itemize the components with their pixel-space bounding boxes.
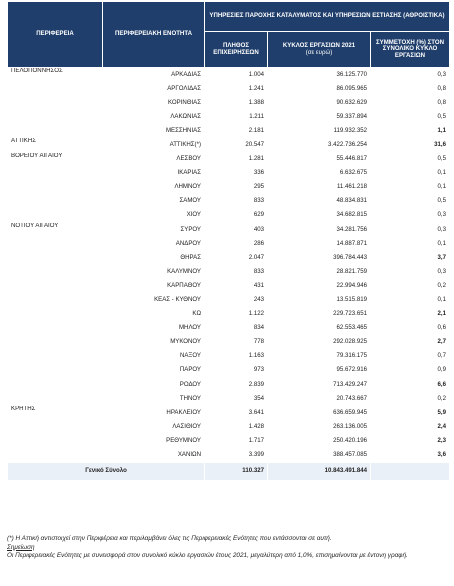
turnover-cell: 229.723.651 xyxy=(268,307,371,321)
share-cell: 2,1 xyxy=(371,307,450,321)
total-row xyxy=(8,462,450,480)
unit-cell: ΠΑΡΟΥ xyxy=(103,363,205,377)
table-row xyxy=(8,223,450,237)
table-row xyxy=(8,138,450,152)
header-turnover-unit: (σε ευρώ) xyxy=(305,48,333,56)
businesses-cell: 295 xyxy=(205,180,268,194)
unit-cell: ΛΕΣΒΟΥ xyxy=(103,152,205,166)
notes xyxy=(7,535,452,561)
share-cell: 0,8 xyxy=(371,82,450,96)
businesses-cell: 834 xyxy=(205,321,268,335)
region-cell: ΑΤΤΙΚΗΣ xyxy=(8,138,103,152)
turnover-cell: 3.422.736.254 xyxy=(268,138,371,152)
businesses-cell: 1.428 xyxy=(205,420,268,434)
businesses-cell: 336 xyxy=(205,166,268,180)
total-share xyxy=(371,462,450,480)
table-row xyxy=(8,406,450,420)
turnover-cell: 79.316.175 xyxy=(268,349,371,363)
region-cell: ΝΟΤΙΟΥ ΑΙΓΑΙΟΥ xyxy=(8,223,103,406)
unit-cell: ΙΚΑΡΙΑΣ xyxy=(103,166,205,180)
turnover-cell: 388.457.085 xyxy=(268,448,371,462)
table-row xyxy=(8,68,450,82)
turnover-cell: 119.932.352 xyxy=(268,124,371,138)
header-share: ΣΥΜΜΕΤΟΧΗ (%) ΣΤΟΝ ΣΥΝΟΛΙΚΟ ΚΥΚΛΟ ΕΡΓΑΣΙΩΝ xyxy=(371,32,450,68)
unit-cell: ΑΝΔΡΟΥ xyxy=(103,237,205,251)
businesses-cell: 778 xyxy=(205,335,268,349)
share-cell: 0,2 xyxy=(371,279,450,293)
turnover-cell: 263.136.005 xyxy=(268,420,371,434)
share-cell: 0,8 xyxy=(371,96,450,110)
share-cell: 2,4 xyxy=(371,420,450,434)
turnover-cell: 11.461.218 xyxy=(268,180,371,194)
businesses-cell: 403 xyxy=(205,223,268,237)
region-cell: ΒΟΡΕΙΟΥ ΑΙΓΑΙΟΥ xyxy=(8,152,103,222)
unit-cell: ΣΑΜΟΥ xyxy=(103,194,205,208)
unit-cell: ΡΕΘΥΜΝΟΥ xyxy=(103,434,205,448)
share-cell: 0,6 xyxy=(371,321,450,335)
businesses-cell: 833 xyxy=(205,194,268,208)
region-cell: ΚΡΗΤΗΣ xyxy=(8,406,103,462)
share-cell: 3,6 xyxy=(371,448,450,462)
unit-cell: ΚΑΛΥΜΝΟΥ xyxy=(103,265,205,279)
businesses-cell: 2.839 xyxy=(205,378,268,392)
turnover-cell: 55.446.817 xyxy=(268,152,371,166)
share-cell: 3,7 xyxy=(371,251,450,265)
share-cell: 0,3 xyxy=(371,265,450,279)
businesses-cell: 1.717 xyxy=(205,434,268,448)
turnover-cell: 713.429.247 xyxy=(268,378,371,392)
share-cell: 0,5 xyxy=(371,152,450,166)
remark-title: Σημείωση xyxy=(7,543,35,551)
unit-cell: ΤΗΝΟΥ xyxy=(103,392,205,406)
turnover-cell: 95.672.916 xyxy=(268,363,371,377)
share-cell: 0,1 xyxy=(371,293,450,307)
turnover-cell: 48.834.831 xyxy=(268,194,371,208)
businesses-cell: 1.122 xyxy=(205,307,268,321)
unit-cell: ΑΤΤΙΚΗΣ(*) xyxy=(103,138,205,152)
businesses-cell: 1.163 xyxy=(205,349,268,363)
turnover-cell: 28.821.759 xyxy=(268,265,371,279)
share-cell: 0,3 xyxy=(371,68,450,82)
header-region: ΠΕΡΙΦΕΡΕΙΑ xyxy=(8,2,103,68)
share-cell: 5,9 xyxy=(371,406,450,420)
turnover-cell: 14.887.871 xyxy=(268,237,371,251)
total-turnover: 10.843.491.844 xyxy=(268,462,371,480)
unit-cell: ΚΩ xyxy=(103,307,205,321)
share-cell: 0,5 xyxy=(371,194,450,208)
turnover-cell: 34.281.756 xyxy=(268,223,371,237)
turnover-cell: 62.553.465 xyxy=(268,321,371,335)
turnover-cell: 90.632.629 xyxy=(268,96,371,110)
businesses-cell: 1.211 xyxy=(205,110,268,124)
region-cell: ΠΕΛΟΠΟΝΝΗΣΟΣ xyxy=(8,68,103,138)
turnover-cell: 20.743.667 xyxy=(268,392,371,406)
businesses-cell: 3.399 xyxy=(205,448,268,462)
businesses-cell: 1.281 xyxy=(205,152,268,166)
businesses-cell: 1.004 xyxy=(205,68,268,82)
unit-cell: ΜΗΛΟΥ xyxy=(103,321,205,335)
unit-cell: ΚΕΑΣ - ΚΥΘΝΟΥ xyxy=(103,293,205,307)
share-cell: 31,6 xyxy=(371,138,450,152)
share-cell: 0,2 xyxy=(371,392,450,406)
header-group: ΥΠΗΡΕΣΙΕΣ ΠΑΡΟΧΗΣ ΚΑΤΑΛΥΜΑΤΟΣ ΚΑΙ ΥΠΗΡΕΣΙΩΝ ΕΣΤΙΑΣΗΣ (ΑΘΡΟΙΣΤΙΚΑ) xyxy=(205,2,450,32)
share-cell: 0,1 xyxy=(371,180,450,194)
turnover-cell: 86.095.965 xyxy=(268,82,371,96)
turnover-cell: 13.515.819 xyxy=(268,293,371,307)
businesses-cell: 3.641 xyxy=(205,406,268,420)
unit-cell: ΑΡΓΟΛΙΔΑΣ xyxy=(103,82,205,96)
unit-cell: ΗΡΑΚΛΕΙΟΥ xyxy=(103,406,205,420)
share-cell: 0,1 xyxy=(371,237,450,251)
total-label: Γενικό Σύνολο xyxy=(8,462,205,480)
turnover-cell: 36.125.770 xyxy=(268,68,371,82)
share-cell: 6,6 xyxy=(371,378,450,392)
turnover-cell: 59.337.894 xyxy=(268,110,371,124)
header-regional-unit: ΠΕΡΙΦΕΡΕΙΑΚΗ ΕΝΟΤΗΤΑ xyxy=(103,2,205,68)
turnover-cell: 6.632.675 xyxy=(268,166,371,180)
unit-cell: ΝΑΞΟΥ xyxy=(103,349,205,363)
unit-cell: ΛΑΚΩΝΙΑΣ xyxy=(103,110,205,124)
unit-cell: ΡΟΔΟΥ xyxy=(103,378,205,392)
unit-cell: ΛΑΣΙΘΙΟΥ xyxy=(103,420,205,434)
unit-cell: ΛΗΜΝΟΥ xyxy=(103,180,205,194)
businesses-cell: 20.547 xyxy=(205,138,268,152)
share-cell: 0,1 xyxy=(371,166,450,180)
businesses-cell: 1.388 xyxy=(205,96,268,110)
share-cell: 0,9 xyxy=(371,363,450,377)
turnover-cell: 636.659.945 xyxy=(268,406,371,420)
businesses-cell: 833 xyxy=(205,265,268,279)
unit-cell: ΚΑΡΠΑΘΟΥ xyxy=(103,279,205,293)
businesses-cell: 2.181 xyxy=(205,124,268,138)
businesses-cell: 973 xyxy=(205,363,268,377)
businesses-cell: 629 xyxy=(205,208,268,222)
share-cell: 0,7 xyxy=(371,349,450,363)
header-turnover-label: ΚΥΚΛΟΣ ΕΡΓΑΣΙΩΝ 2021 xyxy=(282,42,356,50)
share-cell: 1,1 xyxy=(371,124,450,138)
unit-cell: ΜΕΣΣΗΝΙΑΣ xyxy=(103,124,205,138)
businesses-cell: 243 xyxy=(205,293,268,307)
businesses-cell: 2.047 xyxy=(205,251,268,265)
total-businesses: 110.327 xyxy=(205,462,268,480)
unit-cell: ΘΗΡΑΣ xyxy=(103,251,205,265)
turnover-table xyxy=(7,1,450,481)
header-turnover xyxy=(268,32,371,68)
share-cell: 2,7 xyxy=(371,335,450,349)
turnover-cell: 292.028.925 xyxy=(268,335,371,349)
turnover-cell: 22.994.946 xyxy=(268,279,371,293)
turnover-cell: 250.420.196 xyxy=(268,434,371,448)
businesses-cell: 286 xyxy=(205,237,268,251)
footnote-text: Η Αττική αντιστοιχεί στην Περιφέρεια και περιλαμβάνει όλες τις Περιφερειακές Ενότητες που εντάσσονται σε αυτή. xyxy=(15,535,332,542)
footnote xyxy=(7,535,452,544)
unit-cell: ΜΥΚΟΝΟΥ xyxy=(103,335,205,349)
unit-cell: ΧΑΝΙΩΝ xyxy=(103,448,205,462)
unit-cell: ΚΟΡΙΝΘΙΑΣ xyxy=(103,96,205,110)
header-businesses: ΠΛΗΘΟΣ ΕΠΙΧΕΙΡΗΣΕΩΝ xyxy=(205,32,268,68)
businesses-cell: 354 xyxy=(205,392,268,406)
unit-cell: ΧΙΟΥ xyxy=(103,208,205,222)
businesses-cell: 431 xyxy=(205,279,268,293)
table-body xyxy=(8,68,450,481)
businesses-cell: 1.241 xyxy=(205,82,268,96)
unit-cell: ΑΡΚΑΔΙΑΣ xyxy=(103,68,205,82)
share-cell: 0,3 xyxy=(371,208,450,222)
remark-text: Οι Περιφερειακές Ενότητες με συνεισφορά στον συνολικό κύκλο εργασιών έτους 2021, μεγαλύτερη από 1,0%, επισημαίνονται με έντονη γραφή. xyxy=(7,552,408,560)
unit-cell: ΣΥΡΟΥ xyxy=(103,223,205,237)
turnover-cell: 34.682.815 xyxy=(268,208,371,222)
table-row xyxy=(8,152,450,166)
share-cell: 0,5 xyxy=(371,110,450,124)
share-cell: 2,3 xyxy=(371,434,450,448)
footnote-marker: (*) xyxy=(7,535,14,542)
share-cell: 0,3 xyxy=(371,223,450,237)
turnover-cell: 396.784.443 xyxy=(268,251,371,265)
